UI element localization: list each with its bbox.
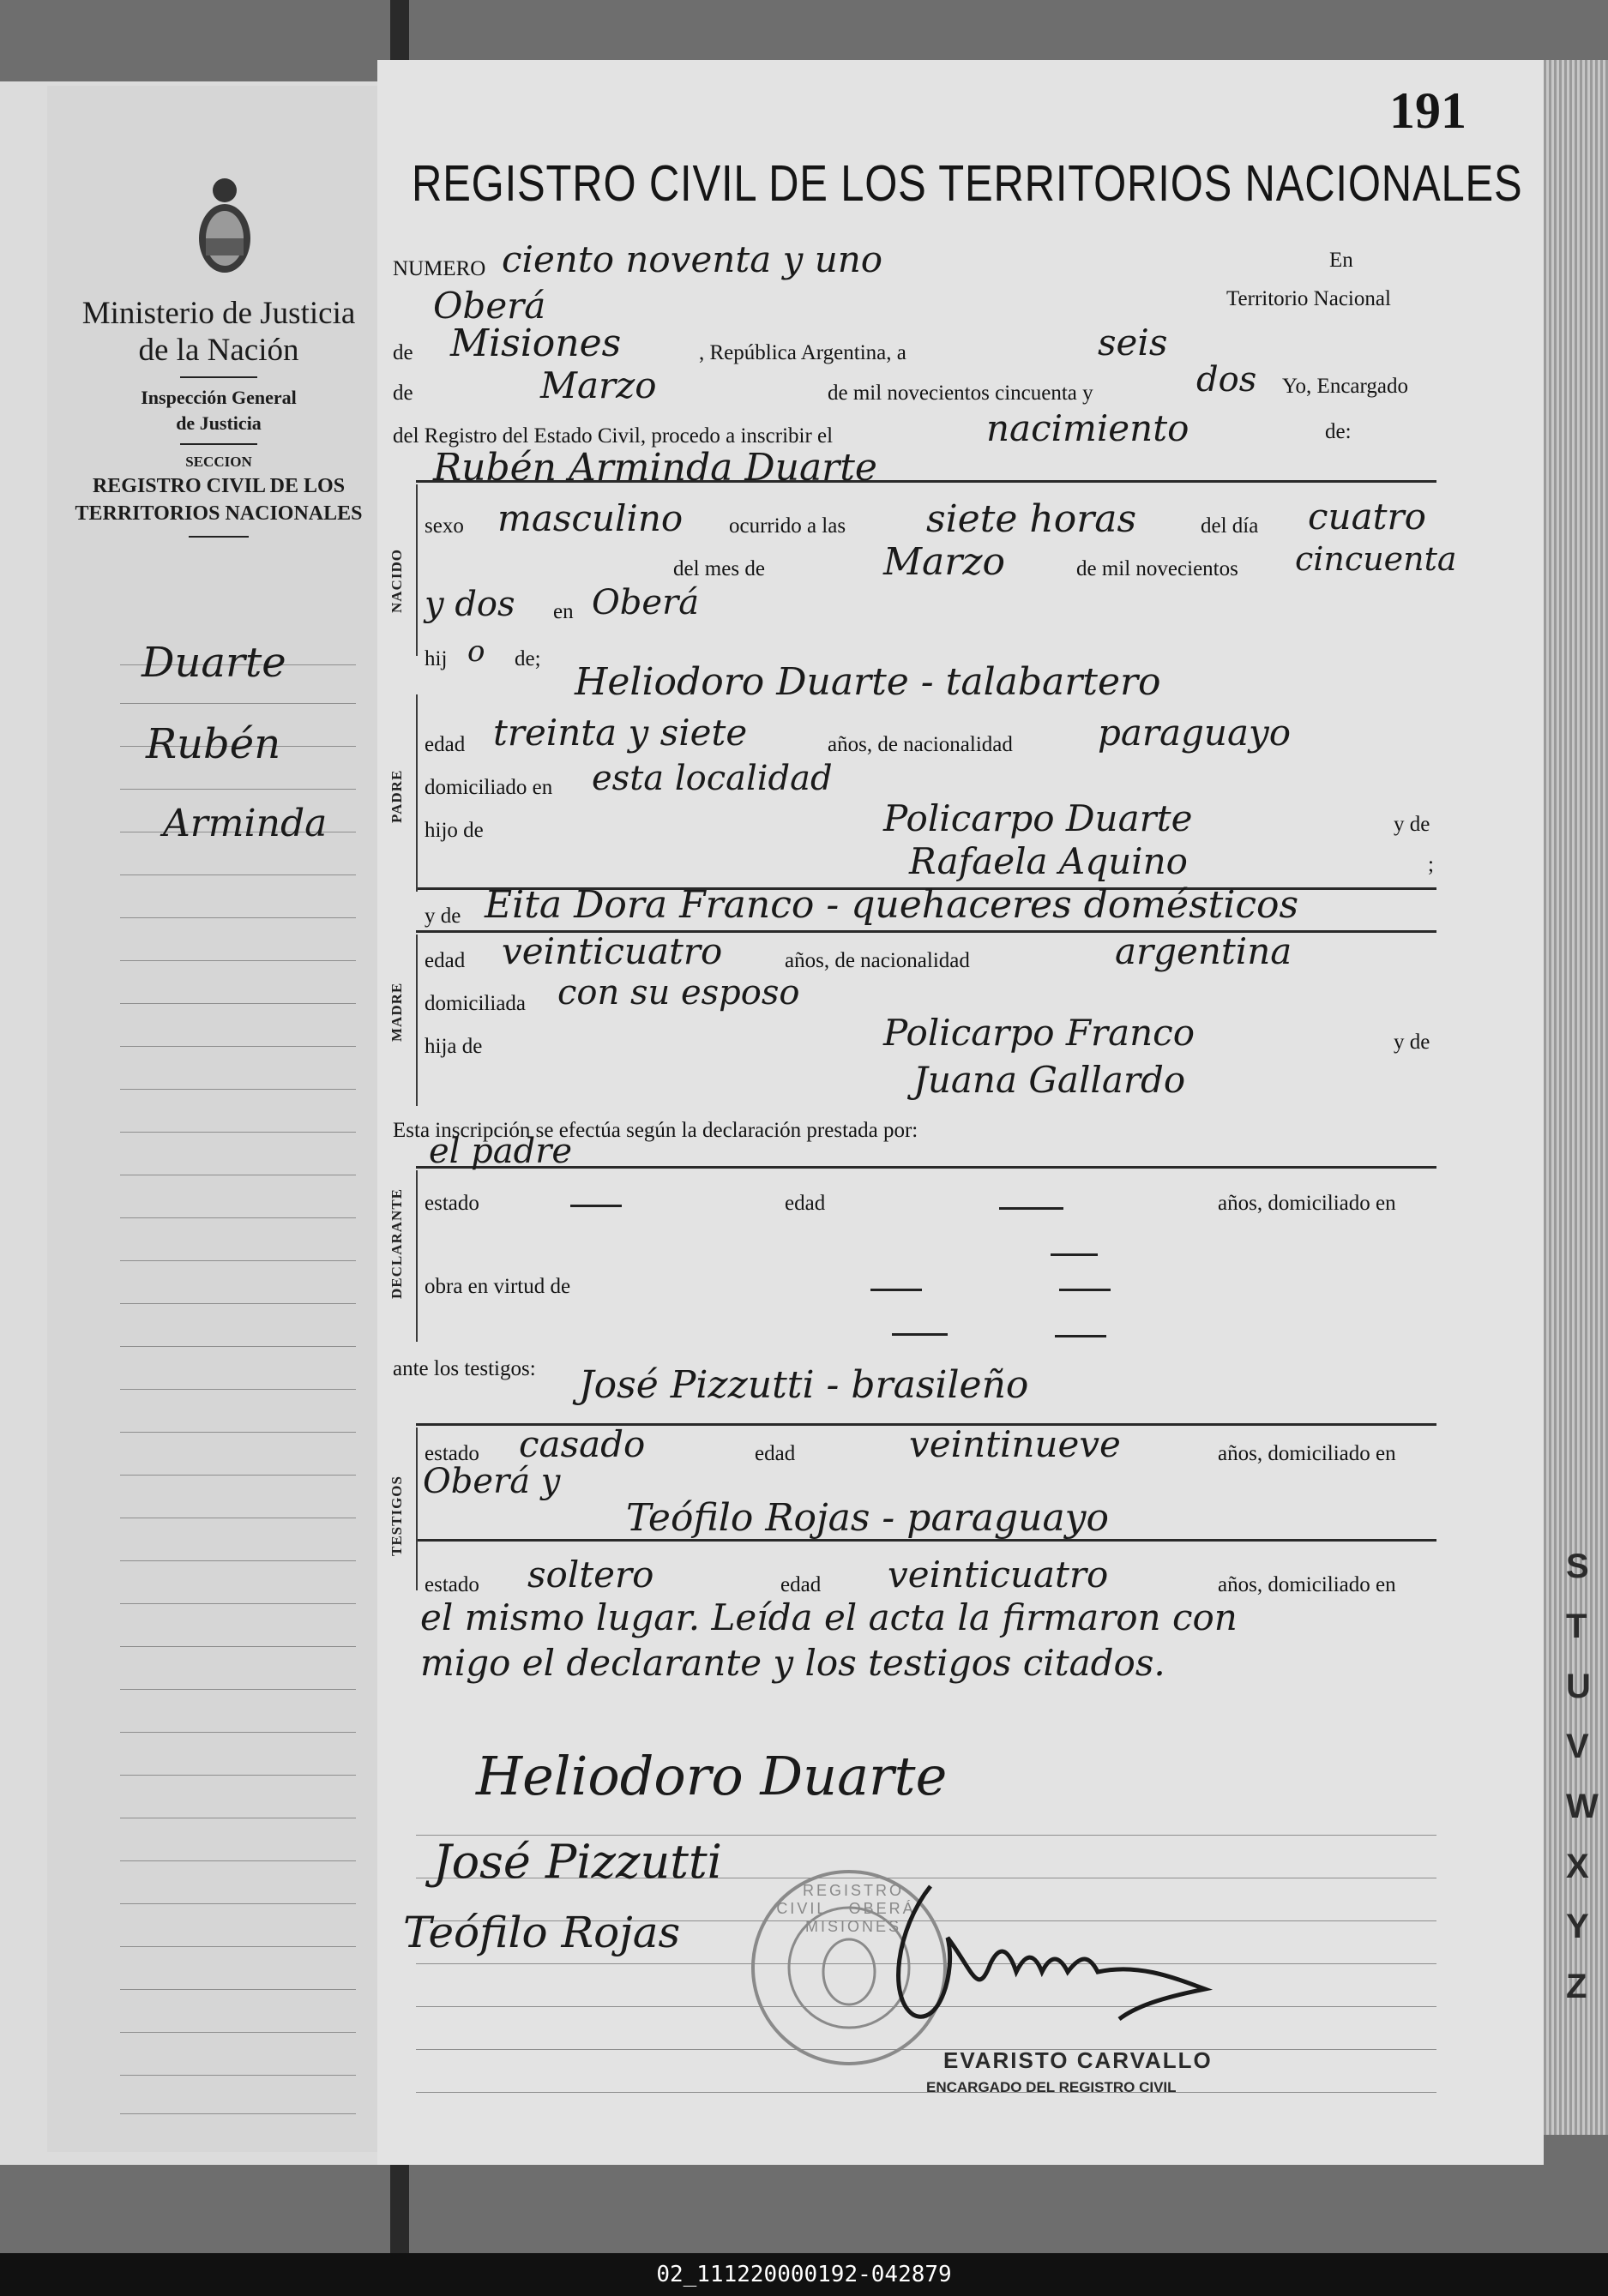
inspection-line-2: de Justicia	[176, 412, 262, 434]
y-de-label: y de	[1394, 813, 1430, 836]
paternal-grandmother: Rafaela Aquino	[909, 840, 1188, 882]
page-number: 191	[1389, 82, 1466, 139]
witness-2-age: veinticuatro	[888, 1554, 1109, 1596]
maternal-grandmother: Juana Gallardo	[913, 1059, 1186, 1101]
blank-dash	[892, 1333, 948, 1336]
anos-label: años, domiciliado en	[1218, 1573, 1396, 1596]
de-colon: de:	[1325, 420, 1352, 443]
signature-witness-2: Teófilo Rojas	[403, 1908, 681, 1957]
index-tab[interactable]: Y	[1566, 1908, 1589, 1945]
blank-dash	[1055, 1335, 1106, 1337]
inspection-line-1: Inspección General	[141, 387, 297, 408]
estado-label: estado	[425, 1573, 479, 1596]
sexo-label: sexo	[425, 514, 464, 538]
section-bar	[416, 1170, 418, 1342]
en-label: en	[553, 600, 574, 623]
maternal-grandfather: Policarpo Franco	[883, 1012, 1195, 1054]
edad-label: edad	[780, 1573, 822, 1596]
blank-dash	[999, 1207, 1063, 1210]
section-line-2: TERRITORIOS NACIONALES	[75, 502, 363, 525]
estado-label: estado	[425, 1192, 479, 1215]
edad-label: edad	[425, 949, 466, 972]
witness-2-status: soltero	[527, 1554, 654, 1596]
de-label: de;	[515, 647, 541, 670]
paternal-grandfather: Policarpo Duarte	[883, 797, 1193, 839]
mes-label: del mes de	[673, 557, 765, 580]
edad-label: edad	[755, 1442, 796, 1465]
day-value: seis	[1098, 322, 1168, 364]
registro-label: del Registro del Estado Civil, procedo a inscribir el	[393, 424, 834, 448]
stamp-text: REGISTRO CIVIL · OBERÁ · MISIONES	[776, 1882, 930, 1935]
margin-second-name: Arminda	[163, 802, 328, 845]
witness-1-name: José Pizzutti - brasileño	[579, 1363, 1029, 1407]
territorio-label: Territorio Nacional	[1226, 287, 1391, 310]
child-name: Rubén Arminda Duarte	[433, 446, 877, 490]
mil-label: de mil novecientos	[1076, 557, 1238, 580]
margin-surname: Duarte	[142, 639, 286, 687]
index-tab[interactable]: S	[1566, 1548, 1589, 1585]
hija-de-label: hija de	[425, 1035, 483, 1058]
section-bar	[416, 484, 418, 656]
scan-id-footer: 02_111220000192-042879	[0, 2253, 1608, 2296]
coat-of-arms-icon	[193, 171, 257, 283]
index-tab[interactable]: W	[1566, 1788, 1599, 1825]
official-signature-mark	[879, 1869, 1239, 2032]
declaration-intro: Esta inscripción se efectúa según la declaración prestada por:	[393, 1119, 918, 1142]
mes-value: Marzo	[883, 540, 1005, 584]
en-label: En	[1329, 249, 1353, 272]
ministry-line-1: Ministerio de Justicia	[81, 296, 356, 331]
estado-label: estado	[425, 1442, 479, 1465]
act-value: nacimiento	[986, 407, 1189, 449]
y-de-label: y de	[425, 905, 461, 928]
obra-label: obra en virtud de	[425, 1275, 571, 1298]
blank-dash	[1051, 1253, 1098, 1256]
numero-value: ciento noventa y uno	[502, 238, 883, 280]
domiciliado-label: domiciliado en	[425, 776, 553, 799]
father-age: treinta y siete	[493, 712, 748, 754]
section-bar	[416, 694, 418, 892]
hijo-label: hij	[425, 647, 448, 670]
anos-label: años, domiciliado en	[1218, 1192, 1396, 1215]
mother-nationality: argentina	[1115, 930, 1292, 972]
y-de-label: y de	[1394, 1031, 1430, 1054]
place-value: Oberá	[433, 285, 546, 327]
section-label-madre: MADRE	[388, 982, 405, 1042]
section-line-1: REGISTRO CIVIL DE LOS	[92, 475, 346, 497]
father-address: esta localidad	[592, 759, 833, 798]
republica-label: , República Argentina, a	[699, 341, 906, 364]
year-value: dos	[1196, 360, 1257, 400]
nacionalidad-label: años, de nacionalidad	[828, 733, 1013, 756]
section-bar	[416, 1427, 418, 1590]
mother-address: con su esposo	[557, 973, 800, 1013]
section-label-nacido: NACIDO	[388, 549, 405, 613]
index-tab[interactable]: X	[1566, 1848, 1589, 1885]
dia-value: cuatro	[1308, 496, 1426, 538]
blank-dash	[570, 1205, 622, 1207]
de-label: de	[393, 341, 413, 364]
anio-value-2: y dos	[425, 585, 515, 624]
section-bar	[416, 935, 418, 1106]
blank-dash	[870, 1289, 922, 1291]
father-name: Heliodoro Duarte - talabartero	[575, 660, 1161, 704]
year-label: de mil novecientos cincuenta y	[828, 382, 1093, 405]
signature-witness-1: José Pizzutti	[433, 1835, 722, 1889]
mother-age: veinticuatro	[502, 930, 723, 972]
section-label-testigos: TESTIGOS	[388, 1476, 405, 1556]
blank-dash	[1059, 1289, 1111, 1291]
anos-label: años, domiciliado en	[1218, 1442, 1396, 1465]
edad-label: edad	[425, 733, 466, 756]
official-name: EVARISTO CARVALLO	[943, 2047, 1213, 2073]
ministry-line-2: de la Nación	[138, 333, 299, 368]
section-label-padre: PADRE	[388, 769, 405, 823]
index-tab[interactable]: U	[1566, 1668, 1591, 1705]
witness-1-age: veintinueve	[909, 1423, 1121, 1465]
month-value: Marzo	[540, 364, 657, 406]
closing-line-1: el mismo lugar. Leída el acta la firmaron con	[420, 1596, 1238, 1638]
divider	[180, 443, 257, 445]
ocurrido-label: ocurrido a las	[729, 514, 846, 538]
page-title: REGISTRO CIVIL DE LOS TERRITORIOS NACIONALES	[412, 155, 1523, 212]
witness-2-name: Teófilo Rojas - paraguayo	[626, 1496, 1110, 1540]
hijo-value: o	[467, 634, 485, 669]
edad-label: edad	[785, 1192, 826, 1215]
margin-first-name: Rubén	[146, 720, 281, 768]
section-label-declarante: DECLARANTE	[388, 1187, 405, 1299]
index-tab[interactable]: Z	[1566, 1968, 1587, 2005]
signature-declarant: Heliodoro Duarte	[476, 1745, 948, 1807]
encargado-label: Yo, Encargado	[1282, 375, 1408, 398]
sexo-value: masculino	[497, 497, 684, 539]
closing-line-2: migo el declarante y los testigos citados.	[420, 1642, 1165, 1684]
semicolon: ;	[1428, 853, 1434, 876]
declarant-value: el padre	[429, 1132, 573, 1171]
divider	[180, 376, 257, 378]
domiciliada-label: domiciliada	[425, 992, 527, 1015]
index-tab[interactable]: V	[1566, 1728, 1589, 1765]
territory-value: Misiones	[450, 322, 622, 365]
witness-1-status: casado	[519, 1423, 646, 1465]
anio-value: cincuenta	[1295, 540, 1457, 578]
mother-name: Eita Dora Franco - quehaceres domésticos	[485, 883, 1299, 927]
official-title: ENCARGADO DEL REGISTRO CIVIL	[926, 2079, 1177, 2095]
dia-label: del día	[1201, 514, 1259, 538]
hora-value: siete horas	[926, 497, 1137, 541]
index-tab[interactable]: T	[1566, 1608, 1587, 1645]
nacionalidad-label: años, de nacionalidad	[785, 949, 970, 972]
de-label: de	[393, 382, 413, 405]
divider	[189, 536, 249, 538]
father-nationality: paraguayo	[1098, 712, 1292, 754]
witness-1-address: Oberá y	[423, 1462, 561, 1501]
hijo-de-label: hijo de	[425, 819, 484, 842]
section-label: SECCION	[185, 454, 252, 470]
numero-label: NUMERO	[393, 257, 486, 280]
testigos-intro: ante los testigos:	[393, 1357, 536, 1380]
birth-place-value: Oberá	[592, 583, 700, 622]
